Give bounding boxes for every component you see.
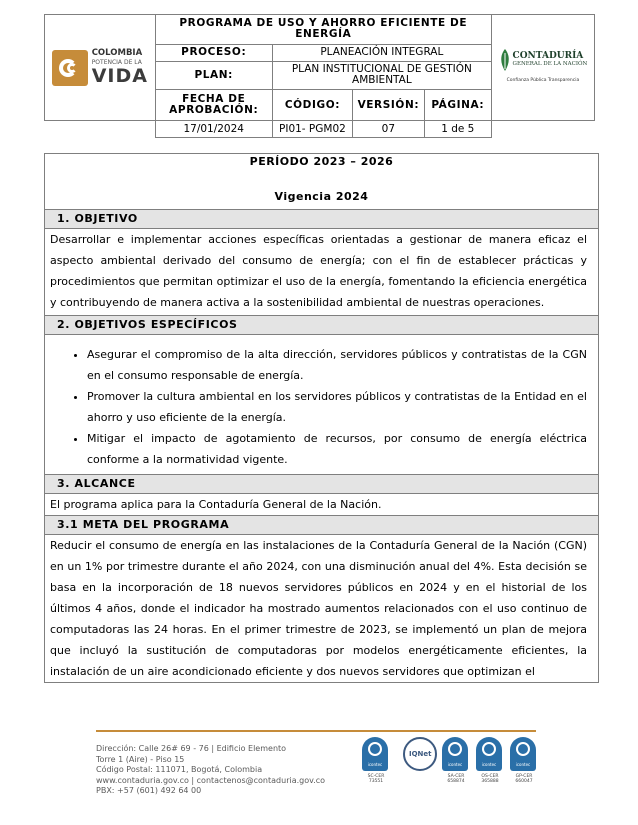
fecha-label: FECHA DE APROBACIÓN: <box>155 90 272 121</box>
contaduria-logo: CONTADURÍA GENERAL DE LA NACIÓN Confianza Pública Transparencia <box>491 15 594 121</box>
address-line: Torre 1 (Aire) - Piso 15 <box>96 754 185 764</box>
iqnet-seal-icon: IQNet <box>403 737 437 771</box>
address-line: Dirección: Calle 26# 69 - 76 | Edificio Elemento <box>96 744 287 753</box>
logo-spacer <box>491 121 594 138</box>
objetivo-block <box>45 229 598 316</box>
colombia-logo: COLOMBIA POTENCIA DE LA VIDA <box>45 15 156 121</box>
meta-heading: 3.1 META DEL PROGRAMA <box>45 516 598 534</box>
list-item: • Mitigar el impacto de agotamiento de recursos, por consumo de energía eléctrica conforme a la normatividad vigente. <box>87 428 587 470</box>
icontec-badge-icon: icontec <box>510 737 536 771</box>
icontec-cert: icontec SC-CER 73551 <box>362 737 390 784</box>
certifications <box>360 737 544 799</box>
codigo-label: CÓDIGO: <box>272 90 352 121</box>
colombia-emblem-icon <box>52 50 88 86</box>
address-line: PBX: +57 (601) 492 64 00 <box>96 786 202 795</box>
alcance-heading: 3. ALCANCE <box>45 475 598 493</box>
icontec-badge-icon: icontec <box>442 737 468 771</box>
codigo-value: PI01- PGM02 <box>272 121 352 138</box>
proceso-value: PLANEACIÓN INTEGRAL <box>272 44 491 61</box>
especificos-list <box>45 335 598 474</box>
address-line: Código Postal: 111071, Bogotá, Colombia <box>96 765 263 774</box>
icontec-cert: icontec SA-CER 658874 <box>442 737 470 784</box>
objetivo-heading-row <box>45 210 598 229</box>
alcance-text: El programa aplica para la Contaduría General de la Nación. <box>50 498 382 511</box>
pagina-label: PÁGINA: <box>424 90 491 121</box>
proceso-label: PROCESO: <box>155 44 272 61</box>
document-title: PROGRAMA DE USO Y AHORRO EFICIENTE DE ENERGÍA <box>155 15 491 45</box>
meta-block <box>45 535 598 682</box>
alcance-block <box>45 494 598 516</box>
list-item: • Asegurar el compromiso de la alta dirección, servidores públicos y contratistas de la CGN en el consumo responsable de energía. <box>87 344 587 386</box>
list-item: • Promover la cultura ambiental en los servidores públicos y contratistas de la Entidad en el ahorro y uso eficiente de la energía. <box>87 386 587 428</box>
especificos-heading: 2. OBJETIVOS ESPECÍFICOS <box>45 316 598 334</box>
version-label: VERSIÓN: <box>353 90 425 121</box>
especificos-block <box>45 335 598 475</box>
plan-value: PLAN INSTITUCIONAL DE GESTIÓN AMBIENTAL <box>272 61 491 90</box>
icontec-cert: icontec OS-CER 365888 <box>476 737 504 784</box>
address-line: www.contaduria.gov.co | contactenos@contaduria.gov.co <box>96 775 326 785</box>
footer-divider <box>96 730 536 732</box>
leaf-icon <box>499 49 511 71</box>
icontec-badge-icon: icontec <box>362 737 388 771</box>
icontec-cert: icontec GP-CER 660047 <box>510 737 538 784</box>
meta-text: Reducir el consumo de energía en las instalaciones de la Contaduría General de la Nación (CGN) en un 1% por trimestre durante el año 2024, con una disminución anual del 4%. Esta decisión se basa en la incorporación de 18 nuevos servidores públicos en 2024 y en el historial de los últimos 4 años, donde el indicador ha mostrado aumentos relacionados con el uso continuo de computadoras las 24 horas. En el primer trimestre de 2023, se implementó un plan de mejora que incluyó la sustitución de computadoras por modelos energéticamente eficientes, la instalación de un aire acondicionado eficiente y dos nuevos servidores que optimizan el <box>50 539 587 678</box>
vigencia-title: Vigencia 2024 <box>274 190 369 203</box>
objetivo-text: Desarrollar e implementar acciones específicas orientadas a gestionar de manera eficaz el aspecto ambiental derivado del consumo de energía; con el fin de establecer prácticas y procedimientos que permitan optimizar el uso de la energía, fomentando la eficiencia energética y contribuyendo de manera activa a la sostenibilidad ambiental de nuestras operaciones. <box>50 233 587 309</box>
icontec-badge-icon: icontec <box>476 737 502 771</box>
alcance-heading-row <box>45 475 598 494</box>
objetivo-heading: 1. OBJETIVO <box>45 210 598 228</box>
plan-label: PLAN: <box>155 61 272 90</box>
fecha-value: 17/01/2024 <box>155 121 272 138</box>
document-body <box>44 153 599 683</box>
version-value: 07 <box>353 121 425 138</box>
pagina-value: 1 de 5 <box>424 121 491 138</box>
period-title: PERÍODO 2023 – 2026 <box>249 155 394 168</box>
especificos-heading-row <box>45 316 598 335</box>
logo-spacer <box>45 121 156 138</box>
period-block <box>45 154 598 210</box>
footer-address <box>96 744 325 797</box>
document-header-table <box>44 14 595 138</box>
meta-heading-row <box>45 516 598 535</box>
